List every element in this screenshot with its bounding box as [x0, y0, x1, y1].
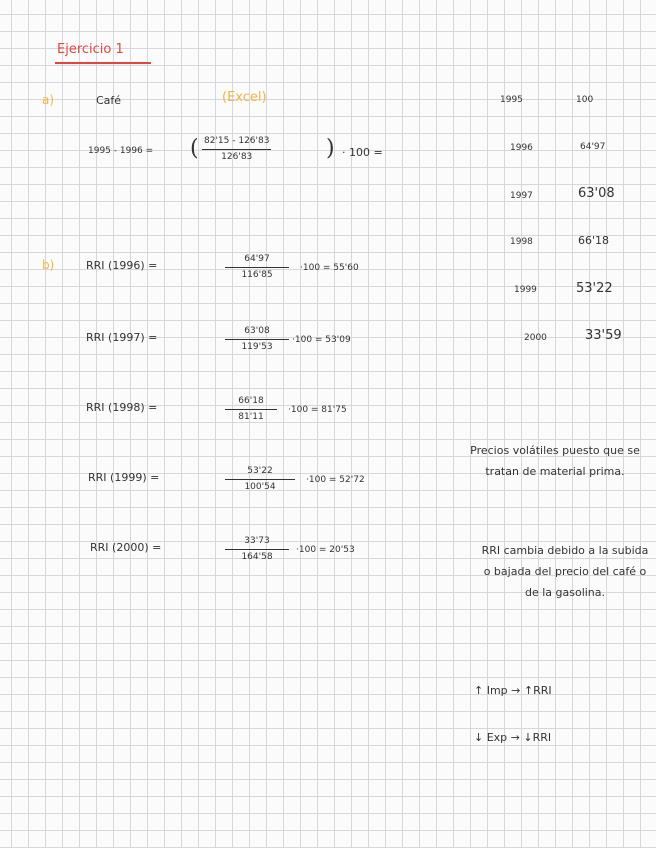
rri-fraction	[225, 254, 289, 281]
index-year: 1995	[500, 95, 523, 105]
formula-lhs: 1995 - 1996 =	[88, 146, 154, 156]
index-year: 2000	[524, 333, 547, 343]
part-b-label: b)	[42, 258, 55, 272]
formula-denominator: 126'83	[221, 152, 253, 162]
rri-denominator: 164'58	[241, 552, 273, 562]
index-value: 100	[576, 95, 594, 105]
rri-denominator: 81'11	[238, 412, 264, 422]
rri-result: ·100 = 52'72	[306, 475, 365, 485]
fraction-bar	[225, 267, 289, 268]
exercise-heading: Ejercicio 1	[57, 42, 124, 57]
rri-result: ·100 = 55'60	[300, 263, 359, 273]
rri-lhs: RRI (1999) =	[88, 471, 160, 484]
excel-note: (Excel)	[222, 90, 267, 105]
rri-denominator: 119'53	[241, 342, 273, 352]
index-value: 53'22	[576, 281, 613, 296]
import-rule: ↑ Imp → ↑RRI	[474, 684, 552, 697]
rri-result: ·100 = 81'75	[288, 405, 347, 415]
rri-fraction	[225, 396, 277, 423]
index-year: 1998	[510, 237, 533, 247]
rri-fraction	[225, 536, 289, 563]
product-label: Café	[96, 94, 122, 107]
rri-fraction	[225, 326, 289, 353]
formula-fraction	[202, 136, 271, 163]
rri-lhs: RRI (2000) =	[90, 541, 162, 554]
rri-lhs: RRI (1996) =	[86, 259, 158, 272]
fraction-bar	[225, 409, 277, 410]
rri-fraction	[225, 466, 295, 493]
rri-numerator: 53'22	[247, 466, 273, 476]
rri-result: ·100 = 20'53	[296, 545, 355, 555]
index-value: 33'59	[585, 328, 622, 343]
rri-numerator: 64'97	[244, 254, 270, 264]
export-rule: ↓ Exp → ↓RRI	[474, 731, 552, 744]
fraction-bar	[225, 479, 295, 480]
index-value: 63'08	[578, 186, 615, 201]
rri-denominator: 100'54	[244, 482, 276, 492]
rri-result: ·100 = 53'09	[292, 335, 351, 345]
formula-numerator: 82'15 - 126'83	[204, 136, 270, 146]
formula-tail: · 100 =	[342, 146, 383, 159]
fraction-bar	[225, 339, 289, 340]
rri-lhs: RRI (1997) =	[86, 331, 158, 344]
rri-denominator: 116'85	[241, 270, 273, 280]
rri-numerator: 33'73	[244, 536, 270, 546]
index-year: 1997	[510, 191, 533, 201]
rri-lhs: RRI (1998) =	[86, 401, 158, 414]
fraction-bar	[225, 549, 289, 550]
formula-close-paren: )	[326, 136, 335, 161]
volatility-note: Precios volátiles puesto que se tratan de material prima.	[470, 444, 640, 478]
formula-open-paren: (	[190, 136, 199, 161]
heading-underline	[55, 62, 151, 64]
fraction-bar	[202, 149, 271, 150]
index-value: 66'18	[578, 234, 610, 247]
rri-change-note: RRI cambia debido a la subida o bajada del precio del café o de la gasolina.	[481, 544, 649, 599]
rri-numerator: 66'18	[238, 396, 264, 406]
part-a-label: a)	[42, 93, 55, 107]
rri-numerator: 63'08	[244, 326, 270, 336]
index-year: 1996	[510, 143, 533, 153]
index-value: 64'97	[580, 142, 606, 152]
index-year: 1999	[514, 285, 537, 295]
